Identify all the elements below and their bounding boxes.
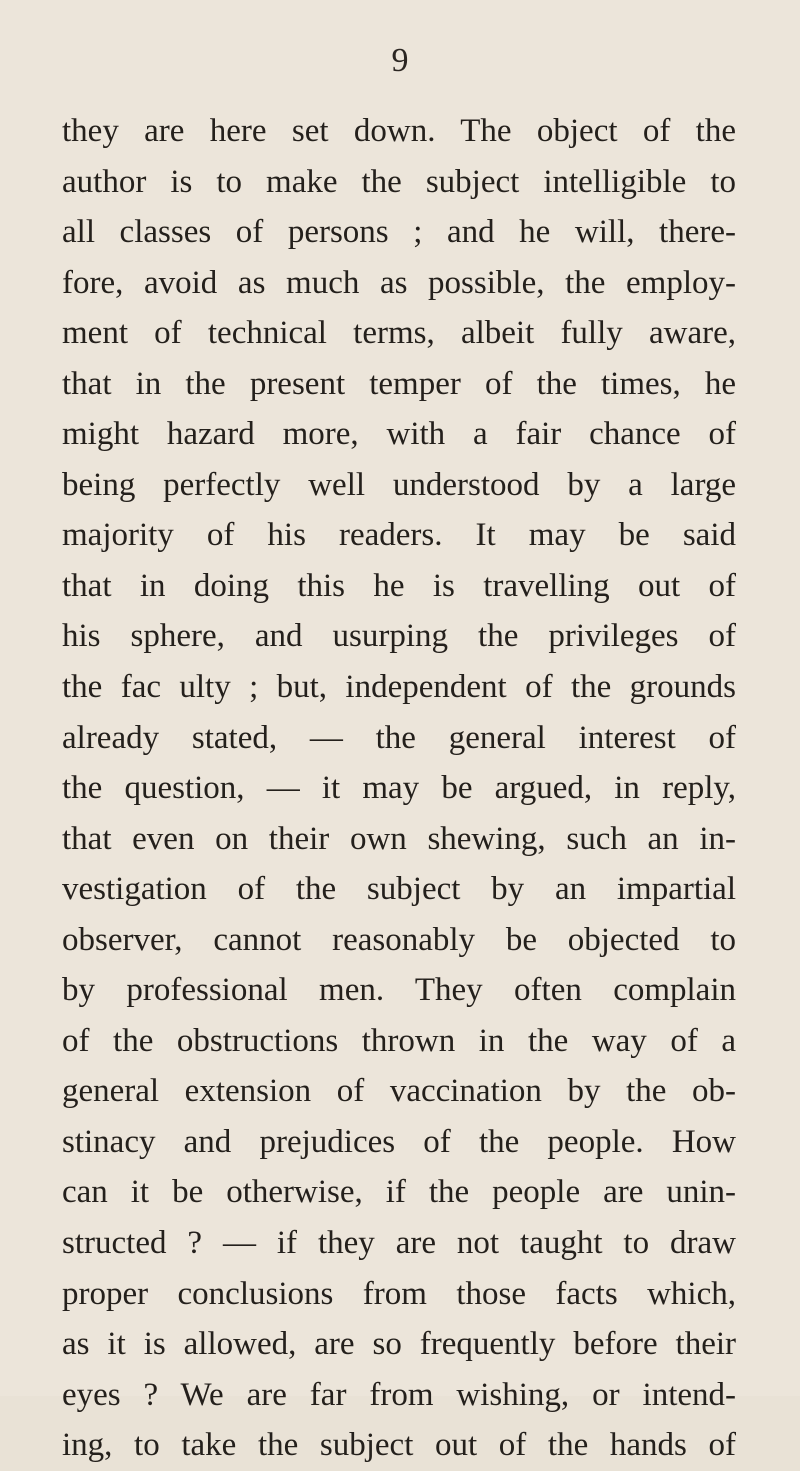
body-text [62, 106, 736, 1471]
text-line: the question, — it may be argued, in reply, [62, 770, 736, 807]
text-line: ing, to take the subject out of the hands of [62, 1427, 736, 1464]
text-line: of the obstructions thrown in the way of a [62, 1022, 736, 1059]
text-line: vestigation of the subject by an impartial [62, 871, 736, 908]
page-number: 9 [391, 42, 409, 79]
text-line: fore, avoid as much as possible, the employ- [62, 264, 736, 301]
text-line: that in doing this he is travelling out of [62, 567, 736, 604]
text-line: being perfectly well understood by a large [62, 466, 736, 503]
text-line: all classes of persons ; and he will, there- [62, 214, 736, 251]
text-line: that in the present temper of the times, he [62, 365, 736, 402]
text-line: can it be otherwise, if the people are unin- [62, 1174, 736, 1211]
text-line: his sphere, and usurping the privileges of [62, 618, 736, 655]
text-line: the fac ulty ; but, independent of the grounds [62, 669, 736, 706]
text-line: might hazard more, with a fair chance of [62, 416, 736, 453]
text-line: as it is allowed, are so frequently before their [62, 1326, 736, 1363]
text-line: eyes ? We are far from wishing, or intend- [62, 1376, 736, 1413]
text-line: by professional men. They often complain [62, 972, 736, 1009]
text-line: proper conclusions from those facts which, [62, 1275, 736, 1312]
text-line: stinacy and prejudices of the people. How [62, 1123, 736, 1160]
text-line: structed ? — if they are not taught to draw [62, 1225, 736, 1262]
text-line: they are here set down. The object of the [62, 113, 736, 149]
text-line: majority of his readers. It may be said [62, 517, 736, 554]
text-line: that even on their own shewing, such an in- [62, 820, 736, 857]
text-line: ment of technical terms, albeit fully aware, [62, 315, 736, 352]
text-line: author is to make the subject intelligible to [62, 163, 736, 200]
text-line: general extension of vaccination by the ob- [62, 1073, 736, 1110]
text-line: already stated, — the general interest of [62, 719, 736, 756]
text-line: observer, cannot reasonably be objected to [62, 921, 736, 958]
